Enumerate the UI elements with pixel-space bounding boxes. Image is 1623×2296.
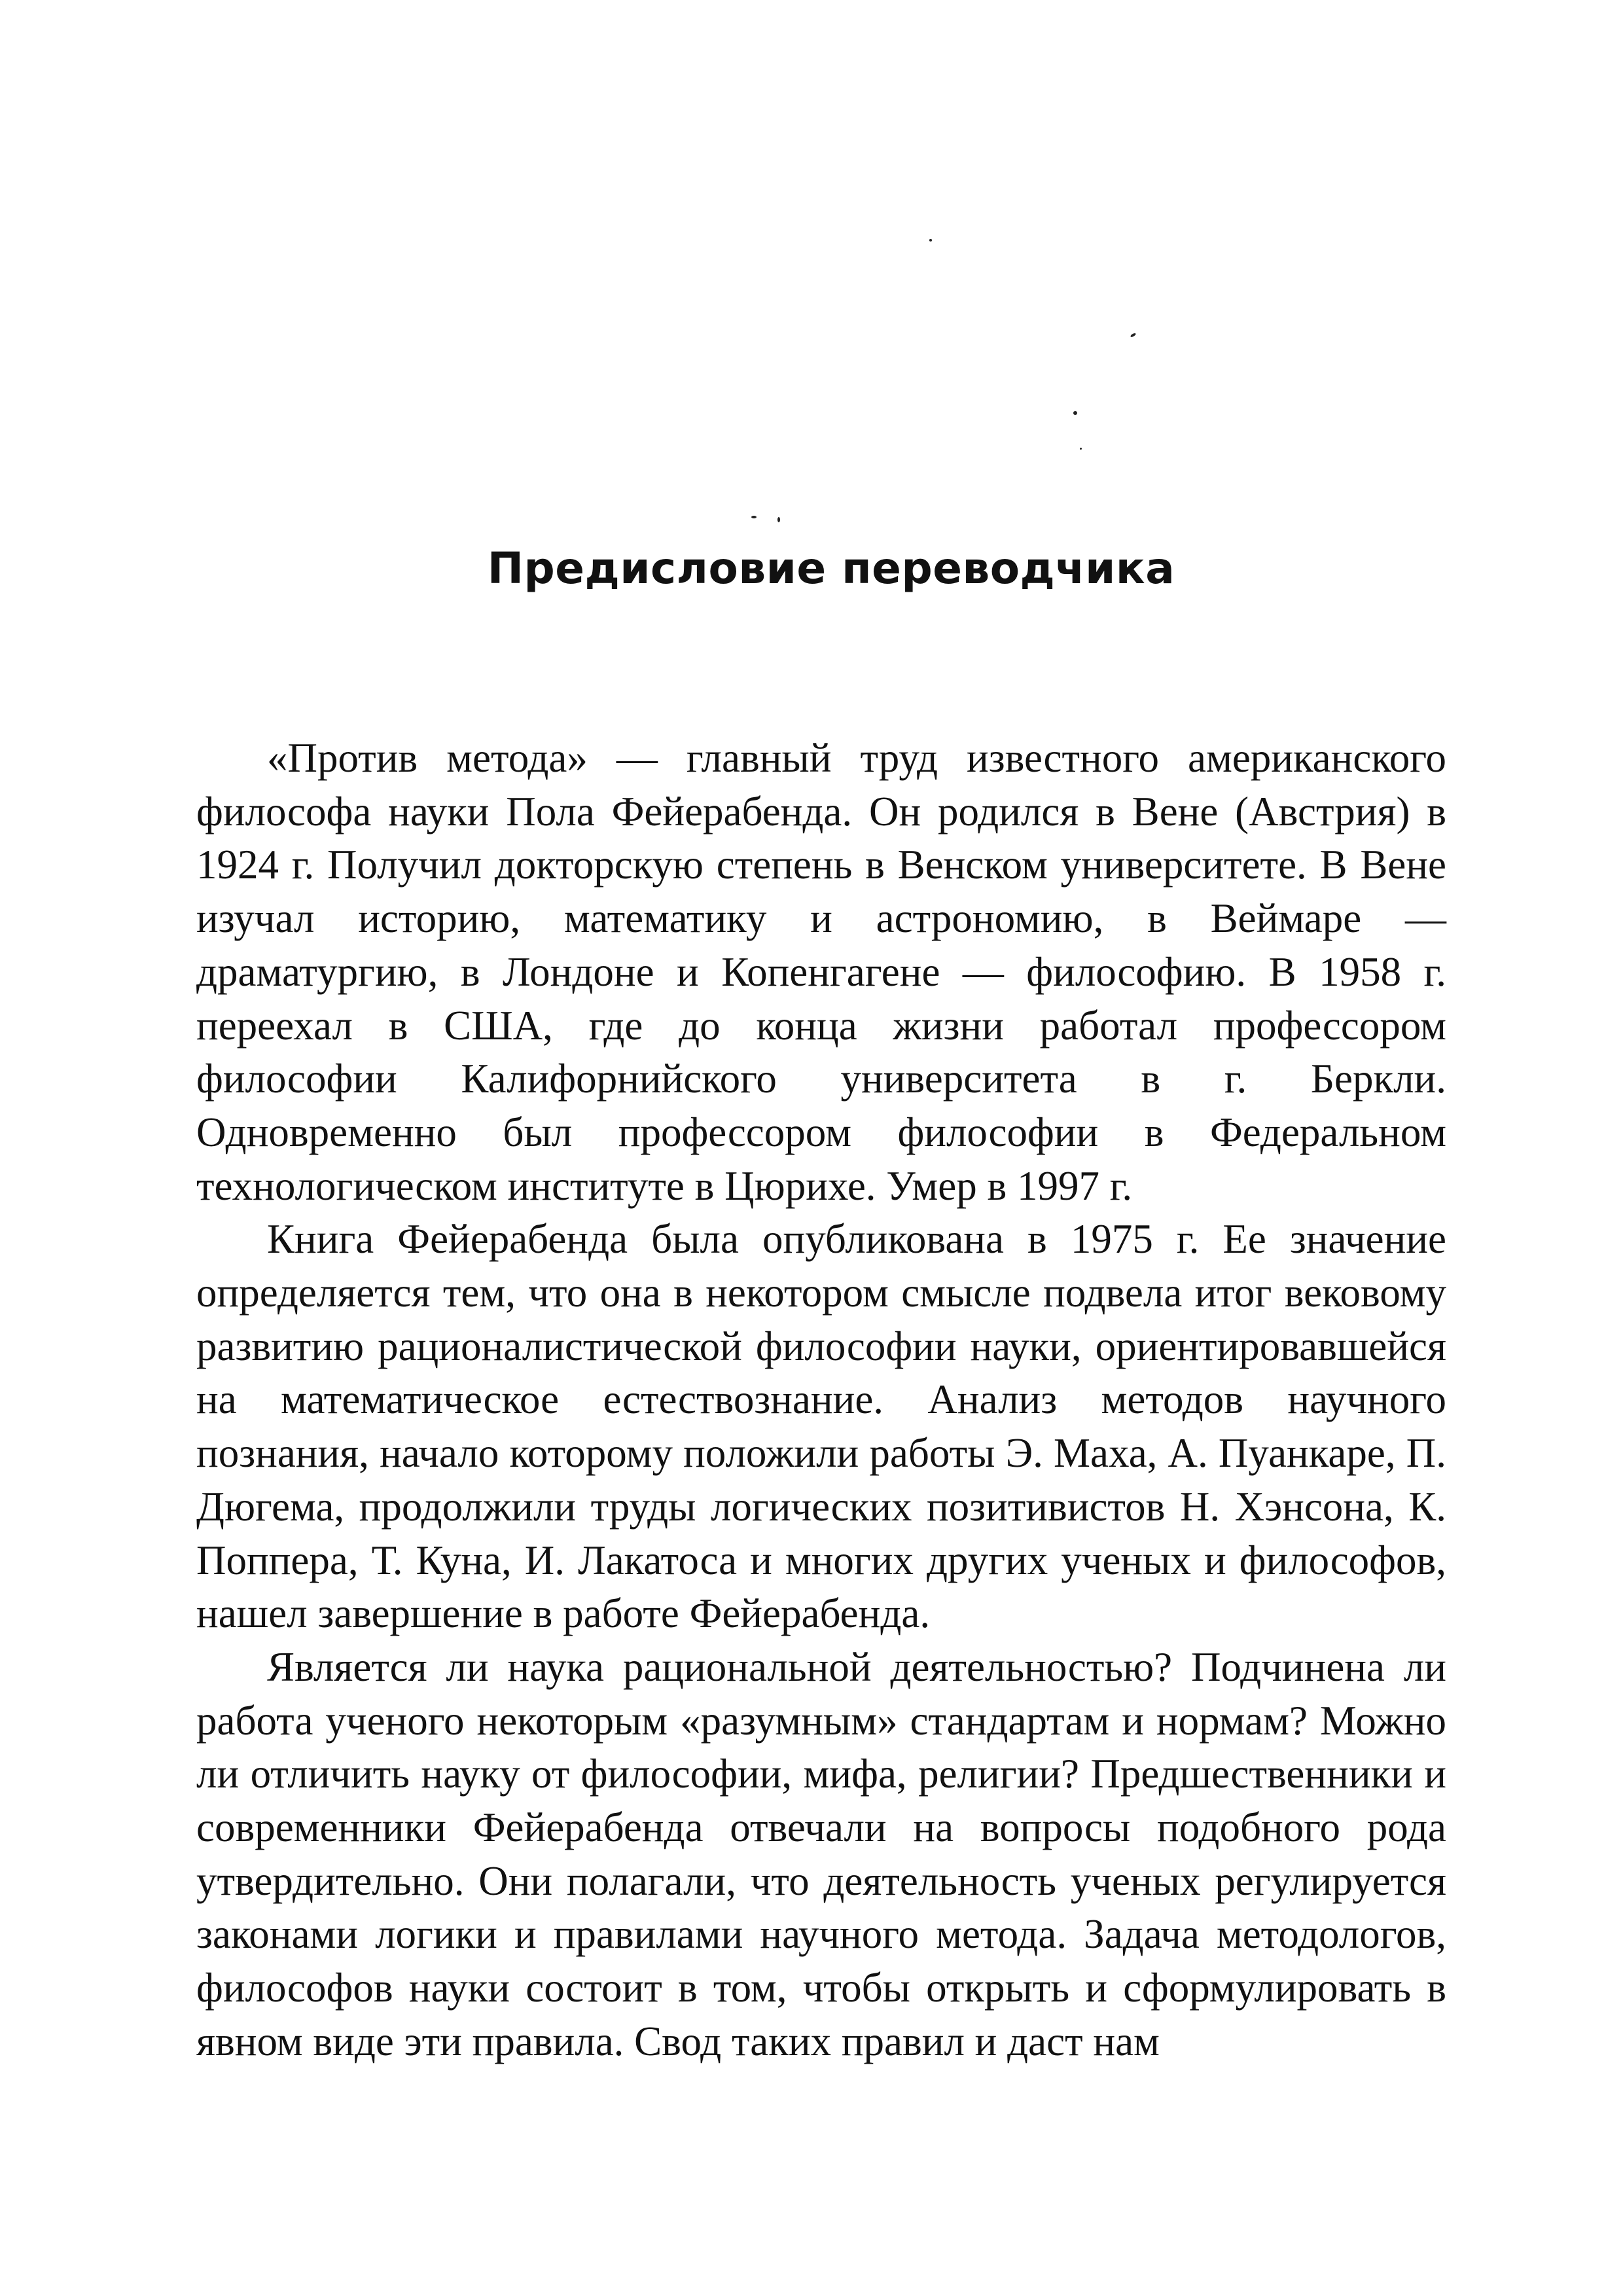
scan-speck: [1073, 411, 1077, 415]
paragraph-3: Является ли наука рациональной деятельностью? Подчинена ли работа ученого некоторым «разумным» стандартам и нормам? Можно ли отличить науку от философии, мифа, религии? Предшественники и современники Фейерабенда отвечали на вопросы подобного рода утвердительно. Они полагали, что деятельность ученых регулируется законами логики и правилами научного метода. Задача методологов, философов науки состоит в том, чтобы открыть и сформулировать в явном виде эти правила. Свод таких правил и даст нам: [196, 1643, 1446, 2064]
scan-speck: [929, 239, 932, 242]
body-text: [196, 732, 1446, 2069]
scan-speck: [1080, 448, 1082, 450]
paragraph-1: «Против метода» — главный труд известного американского философа науки Пола Фейерабенда. Он родился в Вене (Австрия) в 1924 г. Получил докторскую степень в Венском университете. В Вене изучал историю, математику и астрономию, в Веймаре — драматургию, в Лондоне и Копенгагене — философию. В 1958 г. переехал в США, где до конца жизни работал профессором философии Калифорнийского университета в г. Беркли. Одновременно был профессором философии в Федеральном технологическом институте в Цюрихе. Умер в 1997 г.: [196, 735, 1446, 1209]
chapter-title: Предисловие переводчика: [487, 543, 1175, 594]
scan-speck: [777, 517, 780, 522]
scan-speck: [751, 516, 757, 518]
paragraph-2: Книга Фейерабенда была опубликована в 1975 г. Ее значение определяется тем, что она в некотором смысле подвела итог вековому развитию рационалистической философии науки, ориентировавшейся на математическое естествознание. Анализ методов научного познания, начало которому положили работы Э. Маха, А. Пуанкаре, П. Дюгема, продолжили труды логических позитивистов Н. Хэнсона, К. Поппера, Т. Куна, И. Лакатоса и многих других ученых и философов, нашел завершение в работе Фейерабенда.: [196, 1216, 1446, 1637]
scan-speck: [1130, 332, 1137, 338]
